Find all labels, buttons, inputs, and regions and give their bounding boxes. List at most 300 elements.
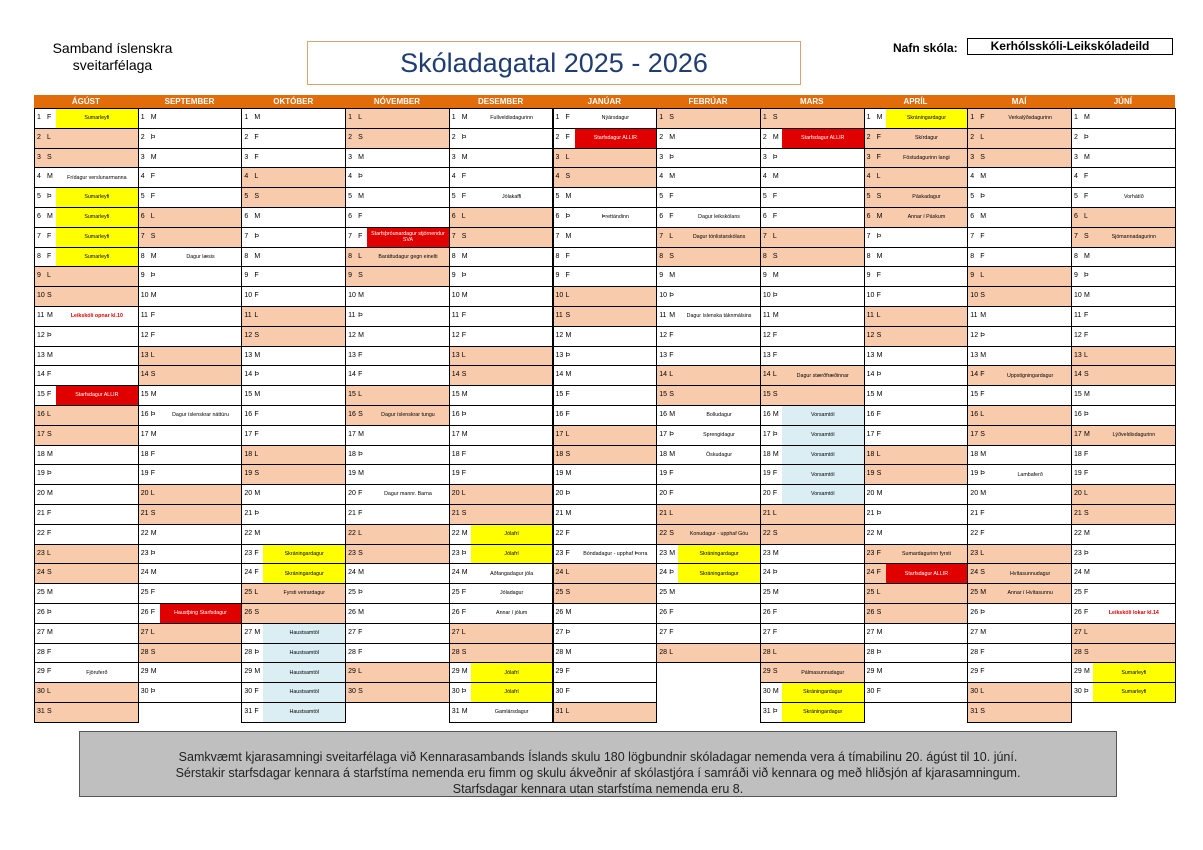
day-event-empty bbox=[471, 167, 554, 188]
weekday-letter: Þ bbox=[358, 312, 363, 319]
day-event-empty bbox=[56, 623, 139, 644]
weekday-letter: M bbox=[876, 391, 883, 399]
weekday-letter: M bbox=[876, 490, 883, 498]
day-number: 15 bbox=[762, 391, 771, 399]
day-number: 2 bbox=[348, 133, 352, 141]
day-number: 4 bbox=[348, 173, 352, 181]
day-cell bbox=[967, 326, 989, 347]
weekday-letter: L bbox=[461, 213, 466, 220]
day-cell bbox=[760, 385, 782, 406]
day-number: 24 bbox=[555, 569, 564, 577]
day-cell bbox=[967, 623, 989, 644]
weekday-letter: F bbox=[461, 470, 467, 478]
day-number: 19 bbox=[37, 470, 45, 478]
day-number: 21 bbox=[555, 510, 564, 517]
day-cell bbox=[34, 425, 56, 446]
weekday-letter: M bbox=[47, 312, 53, 319]
day-event-empty bbox=[263, 405, 346, 426]
day-number: 25 bbox=[659, 589, 667, 597]
day-number: 16 bbox=[970, 411, 979, 418]
weekday-letter: F bbox=[358, 648, 363, 656]
weekday-letter: S bbox=[669, 252, 674, 260]
weekday-letter: M bbox=[254, 490, 261, 498]
weekday-letter: S bbox=[669, 529, 674, 537]
weekday-letter: L bbox=[461, 351, 466, 359]
day-event-empty bbox=[471, 365, 554, 386]
day-number: 24 bbox=[140, 569, 149, 577]
day-cell bbox=[760, 544, 782, 565]
day-event-empty bbox=[1093, 286, 1176, 307]
day-event-empty bbox=[56, 484, 139, 505]
day-number: 4 bbox=[555, 173, 560, 181]
day-number: 14 bbox=[244, 371, 253, 379]
weekday-letter: M bbox=[47, 450, 53, 458]
weekday-letter: M bbox=[150, 114, 157, 121]
day-number: 13 bbox=[1074, 351, 1082, 359]
day-event-empty bbox=[56, 643, 139, 664]
day-event-empty bbox=[56, 504, 139, 525]
day-cell bbox=[34, 702, 56, 723]
weekday-letter: M bbox=[461, 430, 468, 438]
weekday-letter: Þ bbox=[461, 688, 467, 696]
weekday-letter: M bbox=[565, 331, 572, 339]
footer-note bbox=[79, 731, 1117, 797]
day-cell bbox=[864, 187, 886, 208]
day-number: 7 bbox=[244, 232, 249, 240]
month-header-1: ÁGÚST bbox=[34, 95, 138, 108]
day-cell bbox=[553, 227, 575, 248]
weekday-letter: Þ bbox=[876, 371, 882, 379]
day-event-empty bbox=[263, 385, 346, 406]
day-number: 11 bbox=[451, 312, 460, 319]
day-cell bbox=[241, 524, 263, 545]
day-event-empty bbox=[782, 207, 865, 228]
weekday-letter: Þ bbox=[1084, 272, 1089, 280]
day-number: 21 bbox=[659, 510, 667, 517]
day-cell bbox=[345, 504, 367, 525]
weekday-letter: M bbox=[772, 312, 779, 319]
day-number: 29 bbox=[37, 668, 45, 676]
day-event-empty bbox=[782, 247, 865, 268]
day-cell bbox=[656, 128, 678, 149]
day-event-empty bbox=[471, 227, 554, 248]
weekday-letter: M bbox=[358, 292, 364, 300]
day-number: 4 bbox=[762, 173, 767, 181]
day-cell bbox=[760, 346, 782, 367]
day-event-empty bbox=[989, 643, 1072, 664]
day-event-empty bbox=[575, 306, 658, 327]
day-number: 26 bbox=[1074, 609, 1082, 616]
day-number: 10 bbox=[1074, 292, 1082, 300]
weekday-letter: M bbox=[565, 510, 572, 517]
day-event-empty bbox=[160, 623, 243, 644]
day-number: 18 bbox=[348, 450, 356, 458]
day-number: 18 bbox=[140, 450, 149, 458]
day-cell bbox=[449, 167, 471, 188]
day-cell bbox=[864, 464, 886, 485]
weekday-letter: M bbox=[1084, 391, 1090, 399]
day-cell bbox=[345, 425, 367, 446]
day-cell bbox=[1071, 227, 1093, 248]
day-cell bbox=[760, 682, 782, 703]
weekday-letter: S bbox=[47, 153, 52, 161]
day-number: 14 bbox=[37, 371, 45, 379]
day-event: Haustsamtöl bbox=[263, 682, 346, 703]
weekday-letter: Þ bbox=[876, 510, 882, 517]
day-number: 27 bbox=[451, 628, 460, 636]
day-number: 25 bbox=[348, 589, 356, 597]
weekday-letter: S bbox=[358, 688, 363, 696]
day-event-empty bbox=[56, 405, 139, 426]
day-number: 20 bbox=[348, 490, 356, 498]
weekday-letter: M bbox=[876, 252, 883, 260]
weekday-letter: Þ bbox=[461, 272, 467, 280]
day-event: Föstudagurinn langi bbox=[886, 148, 969, 169]
day-cell bbox=[345, 445, 367, 466]
day-event-empty bbox=[367, 603, 450, 624]
day-cell bbox=[967, 504, 989, 525]
day-number: 26 bbox=[970, 609, 979, 616]
day-number: 19 bbox=[659, 470, 667, 478]
day-event-empty bbox=[575, 484, 658, 505]
day-event: Jólafrí bbox=[471, 524, 554, 545]
day-cell bbox=[864, 623, 886, 644]
day-number: 3 bbox=[866, 153, 871, 161]
day-cell bbox=[345, 227, 367, 248]
day-cell bbox=[449, 583, 471, 604]
day-cell bbox=[138, 544, 160, 565]
weekday-letter: S bbox=[669, 391, 674, 399]
day-number: 30 bbox=[348, 688, 356, 696]
weekday-letter: F bbox=[565, 272, 570, 280]
weekday-letter: F bbox=[876, 292, 881, 300]
weekday-letter: M bbox=[358, 609, 364, 616]
day-number: 8 bbox=[348, 252, 352, 260]
day-number: 11 bbox=[659, 312, 667, 319]
day-event: Sprengidagur bbox=[678, 425, 761, 446]
weekday-letter: Þ bbox=[565, 213, 571, 220]
day-cell bbox=[449, 148, 471, 169]
day-number: 7 bbox=[451, 232, 456, 240]
day-cell bbox=[34, 306, 56, 327]
day-event: Fyrsti vetrardagur bbox=[263, 583, 346, 604]
day-number: 11 bbox=[970, 312, 978, 319]
day-event: Leikskóli opnar kl.10 bbox=[56, 306, 139, 327]
day-event-empty bbox=[575, 326, 658, 347]
day-number: 6 bbox=[762, 213, 767, 220]
day-event-empty bbox=[367, 524, 450, 545]
day-number: 19 bbox=[140, 470, 149, 478]
weekday-letter: S bbox=[150, 510, 156, 517]
day-cell bbox=[345, 306, 367, 327]
day-event-empty bbox=[263, 207, 346, 228]
day-number: 16 bbox=[555, 411, 564, 418]
day-number: 13 bbox=[866, 351, 875, 359]
day-cell bbox=[864, 544, 886, 565]
day-number: 10 bbox=[348, 292, 356, 300]
day-event-empty bbox=[678, 504, 761, 525]
weekday-letter: Þ bbox=[772, 292, 778, 300]
weekday-letter: S bbox=[150, 371, 156, 379]
day-event-empty bbox=[263, 425, 346, 446]
day-cell bbox=[760, 484, 782, 505]
day-number: 29 bbox=[555, 668, 564, 676]
day-cell bbox=[345, 643, 367, 664]
day-number: 15 bbox=[970, 391, 979, 399]
day-number: 2 bbox=[140, 133, 145, 141]
school-name-field[interactable]: Kerhólsskóli-Leikskóladeild bbox=[967, 38, 1173, 55]
day-event-empty bbox=[678, 167, 761, 188]
day-number: 24 bbox=[659, 569, 667, 577]
weekday-letter: M bbox=[565, 648, 572, 656]
weekday-letter: M bbox=[1084, 430, 1090, 438]
weekday-letter: F bbox=[1084, 173, 1089, 181]
day-number: 4 bbox=[451, 173, 456, 181]
day-event-empty bbox=[989, 425, 1072, 446]
day-event-empty bbox=[56, 464, 139, 485]
day-cell bbox=[241, 544, 263, 565]
day-cell bbox=[656, 207, 678, 228]
day-event-empty bbox=[575, 167, 658, 188]
weekday-letter: M bbox=[254, 252, 261, 260]
weekday-letter: S bbox=[980, 153, 985, 161]
day-number: 12 bbox=[970, 331, 979, 339]
day-number: 21 bbox=[762, 510, 771, 517]
day-cell bbox=[553, 128, 575, 149]
weekday-letter: F bbox=[1084, 609, 1089, 616]
day-cell bbox=[553, 207, 575, 228]
day-cell bbox=[138, 662, 160, 683]
weekday-letter: Þ bbox=[980, 331, 985, 339]
day-event: Haustsamtöl bbox=[263, 643, 346, 664]
weekday-letter: M bbox=[150, 252, 157, 260]
day-event-empty bbox=[782, 227, 865, 248]
day-cell bbox=[1071, 405, 1093, 426]
day-number: 9 bbox=[555, 272, 560, 280]
day-event-empty bbox=[367, 346, 450, 367]
weekday-letter: Þ bbox=[980, 193, 985, 201]
day-number: 11 bbox=[762, 312, 771, 319]
day-cell bbox=[656, 544, 678, 565]
day-cell bbox=[967, 484, 989, 505]
day-event-empty bbox=[160, 662, 243, 683]
day-cell bbox=[553, 346, 575, 367]
weekday-letter: S bbox=[1084, 232, 1089, 240]
day-event-empty bbox=[263, 504, 346, 525]
weekday-letter: F bbox=[876, 569, 881, 577]
day-event: Starfsdagur ALLIR bbox=[782, 128, 865, 149]
day-event-empty bbox=[575, 148, 658, 169]
day-number: 22 bbox=[762, 529, 771, 537]
weekday-letter: F bbox=[150, 450, 155, 458]
day-event-empty bbox=[160, 306, 243, 327]
day-cell bbox=[1071, 484, 1093, 505]
day-number: 1 bbox=[37, 114, 41, 121]
day-cell bbox=[967, 425, 989, 446]
weekday-letter: F bbox=[358, 351, 363, 359]
day-cell bbox=[449, 544, 471, 565]
day-cell bbox=[864, 108, 886, 129]
month-header-11: JÚNÍ bbox=[1071, 95, 1175, 108]
weekday-letter: M bbox=[47, 173, 53, 181]
day-number: 15 bbox=[140, 391, 149, 399]
weekday-letter: L bbox=[461, 628, 466, 636]
day-cell bbox=[138, 326, 160, 347]
weekday-letter: M bbox=[669, 173, 676, 181]
day-cell bbox=[449, 128, 471, 149]
day-number: 30 bbox=[866, 688, 875, 696]
day-number: 16 bbox=[244, 411, 253, 418]
weekday-letter: F bbox=[47, 252, 52, 260]
day-cell bbox=[138, 187, 160, 208]
day-number: 18 bbox=[762, 450, 771, 458]
day-event-empty bbox=[782, 346, 865, 367]
day-number: 8 bbox=[659, 252, 664, 260]
day-cell bbox=[449, 266, 471, 287]
day-cell bbox=[864, 385, 886, 406]
weekday-letter: Þ bbox=[150, 688, 156, 696]
day-event-empty bbox=[160, 643, 243, 664]
day-number: 23 bbox=[866, 549, 875, 557]
weekday-letter: M bbox=[772, 272, 779, 280]
day-event-empty bbox=[989, 247, 1072, 268]
day-number: 2 bbox=[451, 133, 456, 141]
weekday-letter: Þ bbox=[565, 490, 571, 498]
day-event-empty bbox=[1093, 108, 1176, 129]
day-number: 21 bbox=[866, 510, 875, 517]
day-number: 3 bbox=[555, 153, 560, 161]
day-cell bbox=[967, 583, 989, 604]
day-cell bbox=[1071, 583, 1093, 604]
weekday-letter: S bbox=[980, 430, 985, 438]
weekday-letter: M bbox=[358, 153, 364, 161]
weekday-letter: F bbox=[876, 272, 881, 280]
day-number: 11 bbox=[348, 312, 356, 319]
weekday-letter: F bbox=[772, 193, 778, 201]
day-cell bbox=[241, 445, 263, 466]
weekday-letter: F bbox=[772, 331, 778, 339]
weekday-letter: F bbox=[669, 609, 674, 616]
day-event-empty bbox=[989, 544, 1072, 565]
weekday-letter: S bbox=[980, 569, 985, 577]
weekday-letter: S bbox=[1084, 510, 1089, 517]
weekday-letter: M bbox=[565, 609, 572, 616]
weekday-letter: L bbox=[980, 411, 985, 418]
day-event-empty bbox=[782, 385, 865, 406]
day-cell bbox=[967, 464, 989, 485]
day-number: 1 bbox=[244, 114, 249, 121]
day-number: 4 bbox=[244, 173, 249, 181]
day-number: 25 bbox=[1074, 589, 1082, 597]
day-event-empty bbox=[886, 326, 969, 347]
day-event-empty bbox=[56, 148, 139, 169]
day-number: 13 bbox=[555, 351, 564, 359]
weekday-letter: M bbox=[772, 173, 779, 181]
day-event-empty bbox=[575, 583, 658, 604]
day-number: 10 bbox=[244, 292, 253, 300]
day-event-empty bbox=[989, 128, 1072, 149]
day-cell bbox=[345, 623, 367, 644]
day-number: 13 bbox=[970, 351, 979, 359]
day-cell bbox=[864, 682, 886, 703]
day-event: Hvítasunnudagur bbox=[989, 563, 1072, 584]
day-event: Nýársdagur bbox=[575, 108, 658, 129]
weekday-letter: F bbox=[461, 450, 467, 458]
day-number: 26 bbox=[348, 609, 356, 616]
day-event-empty bbox=[886, 365, 969, 386]
day-number: 13 bbox=[37, 351, 45, 359]
weekday-letter: M bbox=[47, 213, 53, 220]
day-number: 23 bbox=[348, 549, 356, 557]
day-number: 15 bbox=[244, 391, 253, 399]
day-event-empty bbox=[367, 148, 450, 169]
day-number: 24 bbox=[866, 569, 875, 577]
weekday-letter: F bbox=[254, 272, 259, 280]
day-cell bbox=[345, 524, 367, 545]
weekday-letter: L bbox=[669, 648, 674, 656]
weekday-letter: F bbox=[772, 609, 778, 616]
day-event-empty bbox=[263, 326, 346, 347]
weekday-letter: Þ bbox=[669, 292, 674, 300]
day-event: Öskudagur bbox=[678, 445, 761, 466]
day-event: Starfsþróunardagur stjórnendur SVA bbox=[367, 227, 450, 248]
weekday-letter: F bbox=[150, 331, 155, 339]
weekday-letter: F bbox=[358, 510, 363, 517]
day-event-empty bbox=[575, 702, 658, 723]
day-event-empty bbox=[1093, 247, 1176, 268]
day-cell bbox=[967, 385, 989, 406]
day-event: Lambaferð bbox=[989, 464, 1072, 485]
weekday-letter: M bbox=[1084, 529, 1090, 537]
day-cell bbox=[760, 148, 782, 169]
day-event-empty bbox=[160, 207, 243, 228]
day-event: Bóndadagur - upphaf Þorra bbox=[575, 544, 658, 565]
day-cell bbox=[864, 365, 886, 386]
day-cell bbox=[138, 207, 160, 228]
weekday-letter: S bbox=[47, 569, 52, 577]
day-cell bbox=[34, 346, 56, 367]
weekday-letter: L bbox=[47, 411, 51, 418]
day-event-empty bbox=[678, 623, 761, 644]
day-event-empty bbox=[56, 583, 139, 604]
day-number: 4 bbox=[866, 173, 871, 181]
day-cell bbox=[34, 167, 56, 188]
day-event-empty bbox=[678, 108, 761, 129]
day-number: 6 bbox=[348, 213, 352, 220]
day-number: 23 bbox=[555, 549, 564, 557]
weekday-letter: L bbox=[980, 272, 985, 280]
day-cell bbox=[1071, 247, 1093, 268]
day-number: 12 bbox=[348, 331, 356, 339]
day-cell bbox=[345, 662, 367, 683]
day-cell bbox=[345, 603, 367, 624]
day-number: 14 bbox=[762, 371, 771, 379]
day-event-empty bbox=[160, 583, 243, 604]
day-number: 30 bbox=[970, 688, 979, 696]
day-event-empty bbox=[575, 623, 658, 644]
day-event-empty bbox=[160, 504, 243, 525]
day-cell bbox=[449, 227, 471, 248]
day-event: Sumarleyfi bbox=[1093, 662, 1176, 683]
day-cell bbox=[241, 148, 263, 169]
day-event-empty bbox=[575, 227, 658, 248]
day-number: 12 bbox=[244, 331, 253, 339]
day-event: Fullveldisdagurinn bbox=[471, 108, 554, 129]
day-cell bbox=[1071, 643, 1093, 664]
day-number: 19 bbox=[451, 470, 460, 478]
weekday-letter: F bbox=[47, 529, 52, 537]
day-number: 1 bbox=[970, 114, 975, 121]
